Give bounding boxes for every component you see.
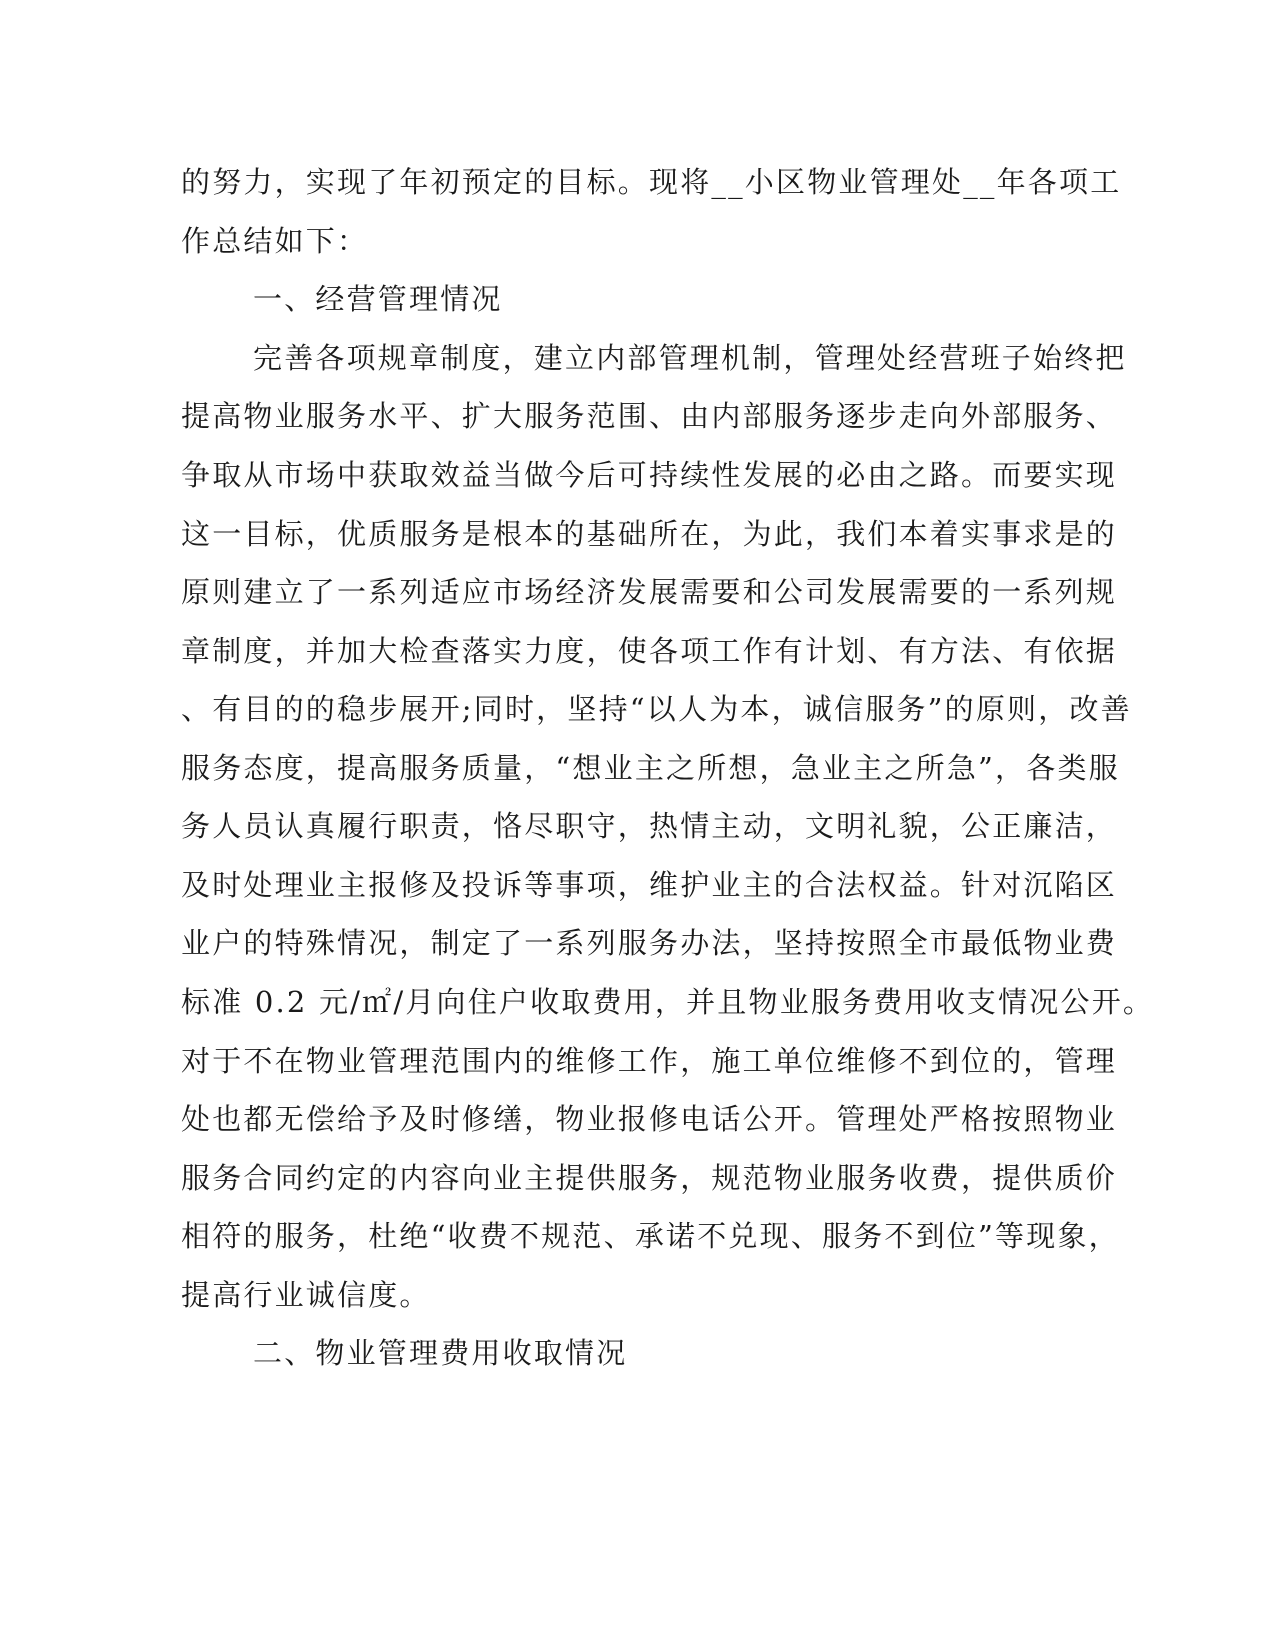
paragraph-line: 业户的特殊情况，制定了一系列服务办法，坚持按照全市最低物业费: [181, 926, 1118, 960]
paragraph-line: 章制度，并加大检查落实力度，使各项工作有计划、有方法、有依据: [181, 634, 1118, 668]
paragraph-line: 提高物业服务水平、扩大服务范围、由内部服务逐步走向外部服务、: [181, 399, 1118, 433]
paragraph-line: 争取从市场中获取效益当做今后可持续性发展的必由之路。而要实现: [181, 458, 1118, 492]
paragraph-line: 完善各项规章制度，建立内部管理机制，管理处经营班子始终把: [253, 341, 1127, 375]
paragraph-line: 的努力，实现了年初预定的目标。现将__小区物业管理处__年各项工: [181, 165, 1122, 199]
paragraph-line: 提高行业诚信度。: [181, 1278, 431, 1312]
paragraph-line: 及时处理业主报修及投诉等事项，维护业主的合法权益。针对沉陷区: [181, 868, 1118, 902]
section-heading-2: 二、物业管理费用收取情况: [253, 1336, 628, 1370]
paragraph-line: 这一目标，优质服务是根本的基础所在，为此，我们本着实事求是的: [181, 517, 1118, 551]
paragraph-line: 作总结如下：: [181, 224, 369, 258]
paragraph-line: 处也都无偿给予及时修缮，物业报修电话公开。管理处严格按照物业: [181, 1102, 1118, 1136]
section-heading-1: 一、经营管理情况: [253, 282, 503, 316]
paragraph-line: 标准 0.2 元/㎡/月向住户收取费用，并且物业服务费用收支情况公开。: [181, 985, 1155, 1019]
paragraph-line: 、有目的的稳步展开;同时，坚持“以人为本，诚信服务”的原则，改善: [181, 692, 1132, 726]
paragraph-line: 对于不在物业管理范围内的维修工作，施工单位维修不到位的，管理: [181, 1044, 1118, 1078]
paragraph-line: 原则建立了一系列适应市场经济发展需要和公司发展需要的一系列规: [181, 575, 1118, 609]
paragraph-line: 服务态度，提高服务质量，“想业主之所想，急业主之所急”，各类服: [181, 751, 1120, 785]
paragraph-line: 服务合同约定的内容向业主提供服务，规范物业服务收费，提供质价: [181, 1161, 1118, 1195]
paragraph-line: 相符的服务，杜绝“收费不规范、承诺不兑现、服务不到位”等现象，: [181, 1219, 1120, 1253]
paragraph-line: 务人员认真履行职责，恪尽职守，热情主动，文明礼貌，公正廉洁，: [181, 809, 1118, 843]
